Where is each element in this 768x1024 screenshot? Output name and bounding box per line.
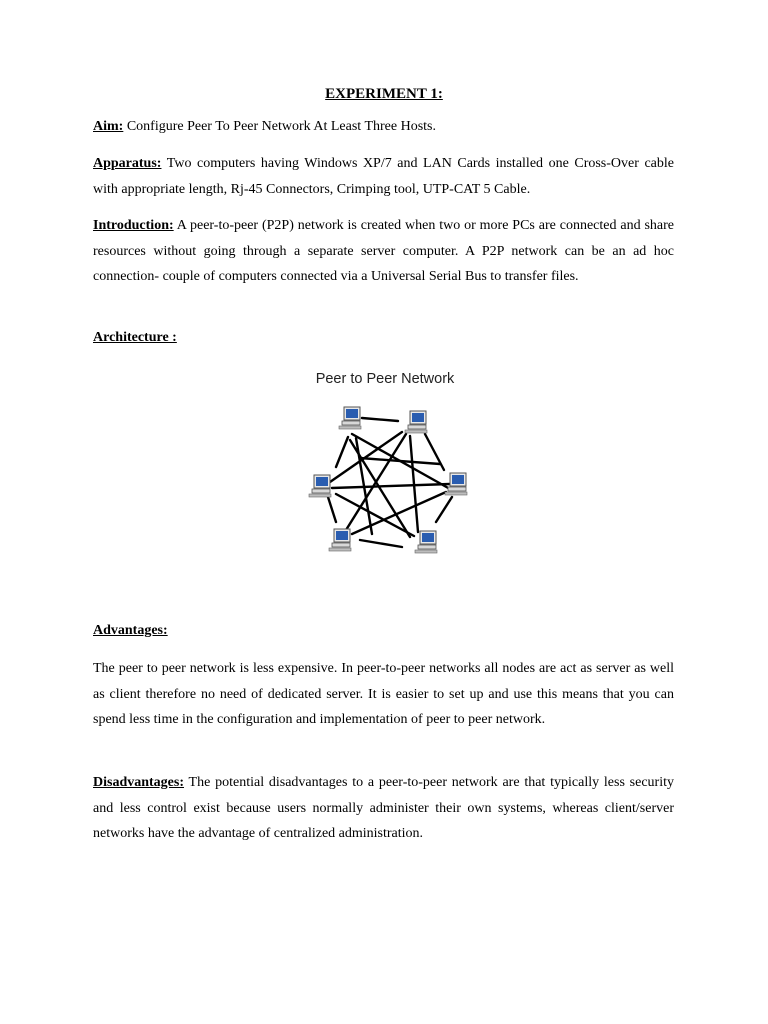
introduction-paragraph — [93, 213, 674, 290]
architecture-heading: Architecture : — [93, 330, 177, 345]
disadvantages-text: The potential disadvantages to a peer-to-peer network are that typically less security and less control exist because users normally administer their own systems, whereas client/server networks have the advantage of centralized administration. — [93, 775, 674, 841]
advantages-paragraph: The peer to peer network is less expensive. In peer-to-peer networks all nodes are act as server as well as client therefore no need of dedicated server. It is easier to set up and use this means that you can spend less time in the configuration and implementation of peer to peer network. — [93, 661, 674, 727]
desktop-computer-icon — [329, 529, 351, 551]
advantages-heading: Advantages: — [93, 623, 168, 638]
apparatus-label: Apparatus: — [93, 156, 162, 171]
apparatus-text: Two computers having Windows XP/7 and LAN Cards installed one Cross-Over cable with appropriate length, Rj-45 Connectors, Crimping tool, UTP-CAT 5 Cable. — [93, 156, 674, 197]
desktop-computer-icon — [309, 475, 331, 497]
introduction-label: Introduction: — [93, 218, 174, 233]
network-diagram-svg — [290, 362, 490, 572]
disadvantages-label: Disadvantages: — [93, 775, 185, 790]
connection-lines — [328, 418, 452, 547]
apparatus-paragraph — [93, 151, 674, 202]
aim-label: Aim: — [93, 119, 124, 134]
disadvantages-paragraph — [93, 770, 674, 847]
introduction-text: A peer-to-peer (P2P) network is created when two or more PCs are connected and share resources without going through a separate server computer. A P2P network can be an ad hoc connection- couple of computers connected via a Universal Serial Bus to transfer files. — [93, 218, 674, 284]
aim-text: Configure Peer To Peer Network At Least Three Hosts. — [123, 119, 436, 134]
peer-to-peer-diagram — [290, 362, 490, 572]
page-title: EXPERIMENT 1: — [325, 86, 443, 102]
aim-paragraph — [93, 114, 674, 140]
desktop-computer-icon — [415, 531, 437, 553]
desktop-computer-icon — [405, 411, 427, 433]
diagram-title: Peer to Peer Network — [315, 371, 455, 387]
desktop-computer-icon — [339, 407, 361, 429]
